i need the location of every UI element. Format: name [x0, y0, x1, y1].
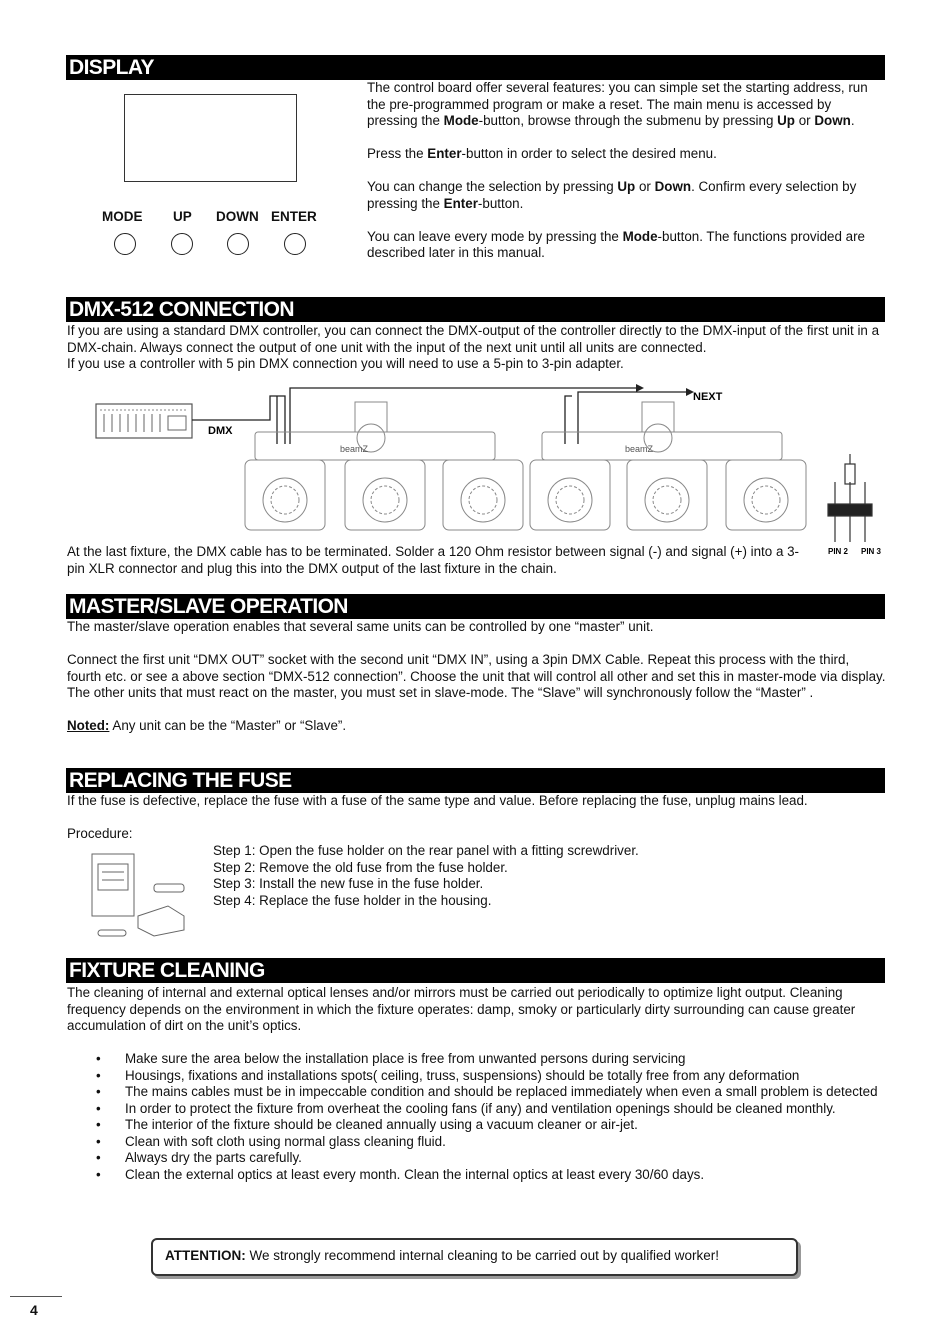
fuse-description	[67, 793, 887, 843]
master-slave-description	[67, 619, 887, 735]
fixture-1-icon	[245, 402, 523, 530]
bullet-icon: •	[96, 1067, 101, 1083]
bullet-icon: •	[96, 1166, 101, 1182]
fuse-step-1: Step 1: Open the fuse holder on the rear panel with a fitting screwdriver.	[213, 843, 639, 858]
attention-label: ATTENTION:	[165, 1248, 246, 1263]
mode-label: MODE	[102, 209, 143, 224]
dmx-termination-text: At the last fixture, the DMX cable has to be terminated. Solder a 120 Ohm resistor between signal (-) and signal (+) into a 3-pin XLR connector and plug this into the DMX output of the last fixture in the chain.	[67, 544, 800, 576]
cleaning-description: The cleaning of internal and external optical lenses and/or mirrors must be carried out periodically to optimize light output. Cleaning frequency depends on the environment in which the fixture operates: damp, smoky or particularly dirty surrounding can cause greater accumulation of dirt on the unit’s optics.	[67, 985, 856, 1033]
dmx-connection-diagram	[90, 382, 890, 562]
dmx-description	[67, 323, 887, 373]
section-heading-dmx: DMX-512 CONNECTION	[66, 297, 885, 322]
down-label: DOWN	[216, 209, 259, 224]
fuse-holder-illustration	[88, 850, 200, 942]
footer-rule	[10, 1296, 62, 1297]
enter-button-icon	[284, 233, 306, 255]
cleaning-bullet-list	[96, 1051, 886, 1183]
fixture-2-icon	[530, 402, 806, 530]
bullet-icon: •	[96, 1051, 101, 1066]
pin3-label: PIN 3	[861, 547, 882, 556]
dmx-para-2: If you use a controller with 5 pin DMX connection you will need to use a 5-pin to 3-pin adapter.	[67, 356, 624, 371]
bullet-icon: •	[96, 1150, 101, 1165]
list-item: • The mains cables must be in impeccable condition and should be replaced immediately when even a small problem is detected	[96, 1084, 878, 1099]
master-para-1: The master/slave operation enables that several same units can be controlled by one “master” unit.	[67, 619, 654, 634]
section-heading-cleaning: FIXTURE CLEANING	[66, 958, 885, 983]
bullet-icon: •	[96, 1133, 101, 1149]
list-item: • Always dry the parts carefully.	[96, 1150, 302, 1165]
fuse-step-2: Step 2: Remove the old fuse from the fuse holder.	[213, 859, 508, 875]
section-heading-master-slave: MASTER/SLAVE OPERATION	[66, 594, 885, 619]
fixture-2-brand: beamZ	[625, 444, 654, 454]
up-button-icon	[171, 233, 193, 255]
enter-label: ENTER	[271, 209, 317, 224]
mode-button-icon	[114, 233, 136, 255]
page-number: 4	[30, 1302, 38, 1318]
bullet-icon: •	[96, 1117, 101, 1132]
list-item: • The interior of the fixture should be cleaned annually using a vacuum cleaner or air-jet.	[96, 1117, 638, 1132]
display-screen-illustration	[124, 94, 297, 182]
bullet-icon: •	[96, 1100, 101, 1116]
up-label: UP	[173, 209, 192, 224]
attention-box	[151, 1238, 798, 1276]
list-item: • Clean the external optics at least every month. Clean the internal optics at least every 30/60 days.	[96, 1166, 705, 1182]
list-item: • Make sure the area below the installation place is free from unwanted persons during servicing	[96, 1051, 686, 1066]
list-item: • Clean with soft cloth using normal glass cleaning fluid.	[96, 1133, 446, 1149]
dmx-para-1: If you are using a standard DMX controller, you can connect the DMX-output of the controller directly to the DMX-input of the first unit in a DMX-chain. Always connect the output of one unit with the input of the next unit until all units are connected.	[67, 323, 880, 355]
section-heading-fuse: REPLACING THE FUSE	[66, 768, 885, 793]
list-item: • In order to protect the fixture from overheat the cooling fans (if any) and ventilation openings should be cleaned monthly.	[96, 1100, 836, 1116]
xlr-terminator-icon	[828, 454, 872, 542]
display-para-3: You can change the selection by pressing Up or Down. Confirm every selection by pressing the Enter-button.	[367, 179, 857, 211]
fuse-steps	[213, 843, 813, 909]
fixture-1-brand: beamZ	[340, 444, 369, 454]
master-para-2: Connect the first unit “DMX OUT” socket with the second unit “DMX IN”, using a 3pin DMX Cable. Repeat this process with the third, fourth etc. or see a above section “DMX-512 connection”. Choose the unit that will control all other and set this in master-mode via display. The other units that must react on the master, you must set in slave-mode. The “Slave” will synchronously follow the “Master” .	[67, 652, 886, 700]
pin2-label: PIN 2	[828, 547, 849, 556]
bullet-icon: •	[96, 1084, 101, 1099]
procedure-label: Procedure:	[67, 826, 133, 841]
display-para-4: You can leave every mode by pressing the Mode-button. The functions provided are described later in this manual.	[367, 228, 865, 260]
attention-text: We strongly recommend internal cleaning to be carried out by qualified worker!	[245, 1248, 719, 1263]
section-heading-display: DISPLAY	[66, 55, 885, 80]
fuse-step-4: Step 4: Replace the fuse holder in the housing.	[213, 892, 492, 908]
dmx-controller-icon	[96, 404, 192, 438]
fuse-para-1: If the fuse is defective, replace the fuse with a fuse of the same type and value. Before replacing the fuse, unplug mains lead.	[67, 793, 808, 808]
list-item: • Housings, fixations and installations spots( ceiling, truss, suspensions) should be totally free from any deformation	[96, 1067, 800, 1083]
master-noted: Noted: Any unit can be the “Master” or “Slave”.	[67, 718, 347, 733]
dmx-label: DMX	[208, 425, 233, 437]
down-button-icon	[227, 233, 249, 255]
fuse-step-3: Step 3: Install the new fuse in the fuse holder.	[213, 876, 484, 891]
display-para-1: The control board offer several features: you can simple set the starting address, run the pre-programmed program or make a reset. The main menu is accessed by pressing the Mode-button, browse through the submenu by pressing Up or Down.	[367, 80, 868, 128]
display-description	[367, 80, 885, 262]
next-label: NEXT	[693, 391, 723, 403]
display-para-2: Press the Enter-button in order to select the desired menu.	[367, 146, 717, 161]
